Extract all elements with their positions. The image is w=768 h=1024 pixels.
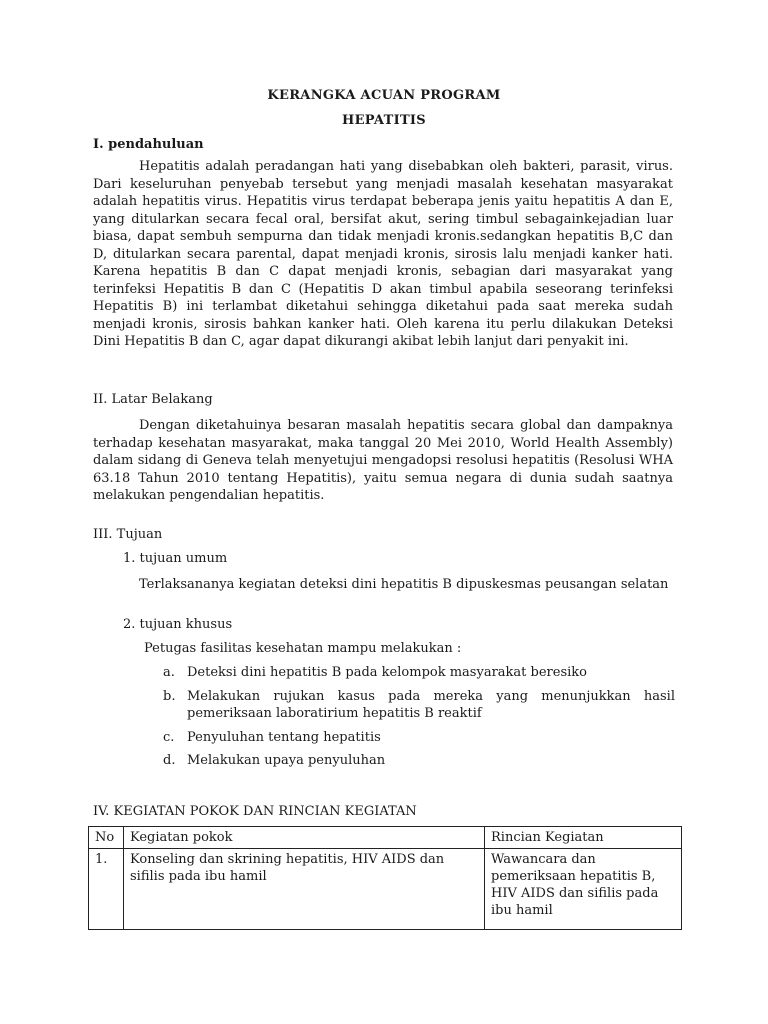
list-marker: c. bbox=[163, 729, 175, 745]
tujuan-umum-label: 1. tujuan umum bbox=[123, 551, 228, 566]
tujuan-khusus-label: 2. tujuan khusus bbox=[123, 617, 233, 632]
list-item-text: Melakukan rujukan kasus pada mereka yang menunjukkan hasil pemeriksaan laboratirium hepatitis B reaktif bbox=[187, 688, 675, 721]
list-marker: a. bbox=[163, 665, 175, 680]
list-item bbox=[163, 729, 675, 747]
document-subtitle: HEPATITIS bbox=[342, 113, 426, 128]
document-title: KERANGKA ACUAN PROGRAM bbox=[267, 88, 501, 103]
list-item-text: Deteksi dini hepatitis B pada kelompok masyarakat beresiko bbox=[187, 665, 587, 680]
list-item bbox=[163, 752, 675, 770]
list-item bbox=[163, 664, 675, 682]
section-2-paragraph: Dengan diketahuinya besaran masalah hepatitis secara global dan dampaknya terhadap kesehatan masyarakat, maka tanggal 20 Mei 2010, World Health Assembly) dalam sidang di Geneva telah menyetujui mengadopsi resolusi hepatitis (Resolusi WHA 63.18 Tahun 2010 tentang Hepatitis), yaitu semua negara di dunia sudah saatnya melakukan pengendalian hepatitis. bbox=[93, 418, 673, 503]
tujuan-umum-text: Terlaksananya kegiatan deteksi dini hepatitis B dipuskesmas peusangan selatan bbox=[139, 577, 669, 592]
table-header-row bbox=[89, 827, 682, 849]
list-item bbox=[163, 688, 675, 723]
table-row bbox=[89, 849, 682, 930]
section-3-heading: III. Tujuan bbox=[93, 527, 163, 542]
list-item-text: Melakukan upaya penyuluhan bbox=[187, 753, 386, 768]
column-header-kegiatan-pokok: Kegiatan pokok bbox=[124, 827, 485, 849]
column-header-no: No bbox=[89, 827, 124, 849]
table-cell-kegiatan-pokok: Konseling dan skrining hepatitis, HIV AIDS dan sifilis pada ibu hamil bbox=[124, 849, 485, 930]
section-2-heading: II. Latar Belakang bbox=[93, 392, 213, 407]
column-header-rincian-kegiatan: Rincian Kegiatan bbox=[485, 827, 682, 849]
tujuan-khusus-intro: Petugas fasilitas kesehatan mampu melakukan : bbox=[144, 641, 462, 656]
list-marker: d. bbox=[163, 753, 176, 768]
section-4-heading: IV. KEGIATAN POKOK DAN RINCIAN KEGIATAN bbox=[93, 804, 417, 819]
tujuan-khusus-list bbox=[163, 664, 675, 770]
table-cell-no: 1. bbox=[89, 849, 124, 930]
table-cell-rincian-kegiatan: Wawancara dan pemeriksaan hepatitis B, HIV AIDS dan sifilis pada ibu hamil bbox=[485, 849, 682, 930]
list-item-text: Penyuluhan tentang hepatitis bbox=[187, 729, 381, 745]
kegiatan-table bbox=[88, 826, 682, 930]
section-1-heading: I. pendahuluan bbox=[93, 137, 204, 152]
section-1-paragraph: Hepatitis adalah peradangan hati yang disebabkan oleh bakteri, parasit, virus. Dari keseluruhan penyebab tersebut yang menjadi masalah kesehatan masyarakat adalah hepatitis virus. Hepatitis virus terdapat beberapa jenis yaitu hepatitis A dan E, yang ditularkan secara fecal oral, bersifat akut, sering timbul sebagainkejadian luar biasa, dapat sembuh sempurna dan tidak menjadi kronis.sedangkan hepatitis B,C dan D, ditularkan secara parental, dapat menjadi kronis, sirosis lalu menjadi kanker hati. Karena hepatitis B dan C dapat menjadi kronis, sebagian dari masyarakat yang terinfeksi Hepatitis B dan C (Hepatitis D akan timbul apabila seseorang terinfeksi Hepatitis B) ini terlambat diketahui sehingga diketahui pada saat mereka sudah menjadi kronis, sirosis bahkan kanker hati. Oleh karena itu perlu dilakukan Deteksi Dini Hepatitis B dan C, agar dapat dikurangi akibat lebih lanjut dari penyakit ini. bbox=[93, 159, 673, 349]
list-marker: b. bbox=[163, 688, 176, 704]
